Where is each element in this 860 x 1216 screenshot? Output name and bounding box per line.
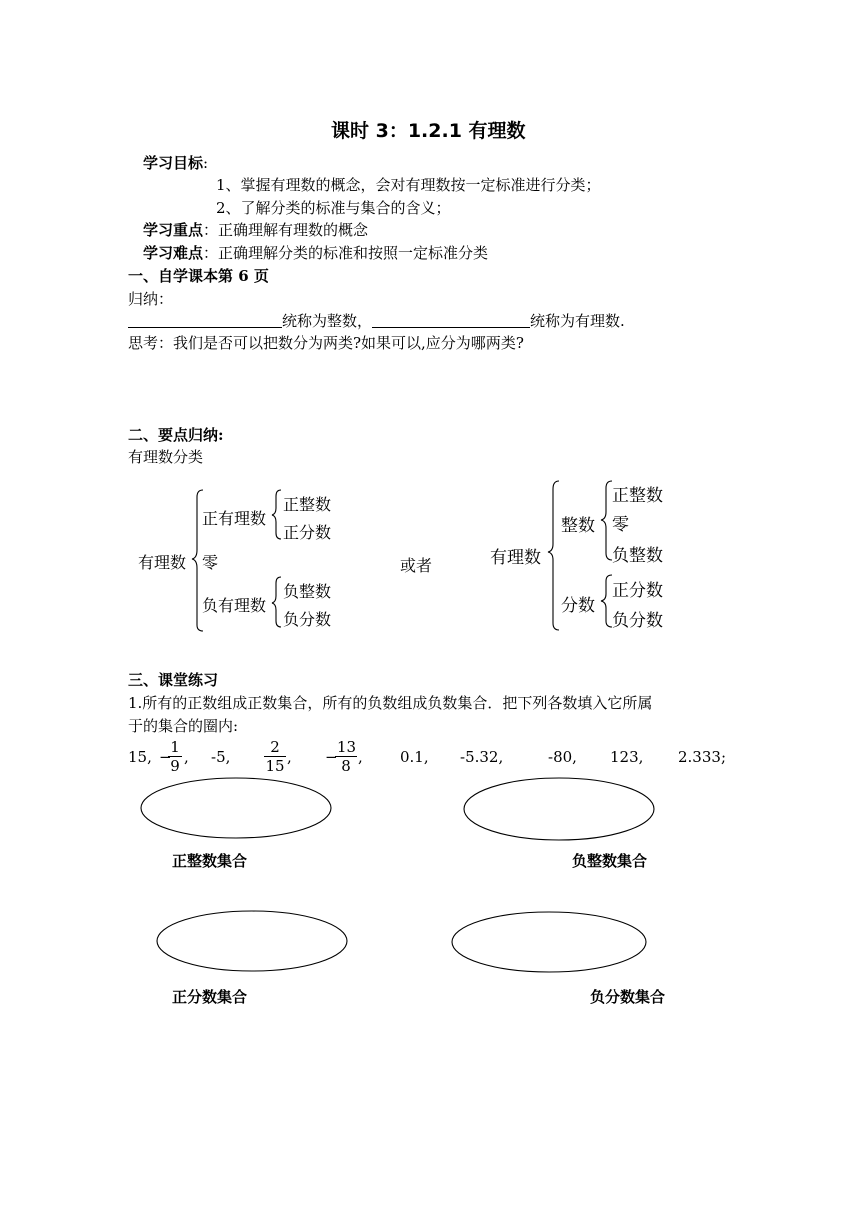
right-tree-fraction: 分数: [561, 596, 595, 616]
focus-label: 学习重点: [143, 221, 204, 239]
objective-item-2: 2、了解分类的标准与集合的含义；: [216, 199, 451, 217]
left-tree-negative-integer: 负整数: [283, 582, 332, 601]
fraction-2-denominator: 15: [265, 757, 285, 775]
negative-fraction-set-circle[interactable]: [452, 912, 646, 972]
negative-integer-set-label: 负整数集合: [572, 852, 648, 870]
positive-integer-set-circle[interactable]: [141, 778, 331, 838]
question-line-2: 于的集合的圈内:: [128, 717, 239, 735]
fraction-1-sign: −: [159, 748, 172, 766]
fraction-3-denominator: 8: [341, 757, 351, 775]
left-tree-positive: 正有理数: [202, 509, 267, 528]
fraction-1-numerator: 1: [168, 738, 182, 757]
difficulty-label: 学习难点: [143, 244, 204, 262]
left-tree-zero: 零: [202, 553, 219, 572]
negative-integer-set-circle[interactable]: [464, 778, 654, 840]
fraction-3-comma: ,: [358, 748, 363, 766]
objective-item-1: 1、掌握有理数的概念，会对有理数按一定标准进行分类；: [216, 176, 601, 194]
positive-fraction-set-circle[interactable]: [157, 911, 347, 971]
right-tree-negative-integer: 负整数: [612, 546, 663, 566]
summary-label: 归纳：: [128, 290, 174, 308]
right-tree-positive-fraction: 正分数: [612, 581, 663, 601]
difficulty-text: ：正确理解分类的标准和按照一定标准分类: [203, 244, 489, 262]
right-tree-zero: 零: [612, 515, 629, 535]
fraction-2-comma: ,: [287, 748, 292, 766]
fill-text-integers: 统称为整数，: [282, 312, 373, 330]
think-question: 思考：我们是否可以把数分为两类?如果可以,应分为哪两类?: [128, 334, 524, 352]
number-15: 15,: [128, 748, 152, 766]
question-line-1: 1.所有的正数组成正数集合，所有的负数组成负数集合．把下列各数填入它所属: [128, 694, 653, 712]
section3-heading: 三、课堂练习: [128, 671, 219, 689]
fraction-3-numerator: 13: [337, 738, 357, 756]
number-neg-80: -80,: [548, 748, 577, 766]
left-tree-positive-integer: 正整数: [283, 495, 332, 514]
negative-fraction-set-label: 负分数集合: [590, 988, 666, 1006]
number-123: 123,: [610, 748, 644, 766]
number-2-333: 2.333;: [678, 748, 726, 766]
right-tree-positive-integer: 正整数: [612, 486, 663, 506]
left-tree-negative: 负有理数: [202, 596, 267, 615]
objectives-colon: :: [203, 154, 209, 172]
right-tree-integer: 整数: [561, 516, 595, 536]
fraction-3-sign: −: [325, 748, 338, 766]
or-text: 或者: [400, 556, 433, 575]
section2-heading: 二、要点归纳:: [128, 426, 224, 444]
right-tree-root: 有理数: [490, 548, 541, 568]
fraction-1-comma: ,: [184, 748, 189, 766]
focus-text: ：正确理解有理数的概念: [203, 221, 369, 239]
number-neg-5-32: -5.32,: [460, 748, 504, 766]
objectives-label: 学习目标: [143, 154, 204, 172]
fraction-2-numerator: 2: [264, 738, 286, 757]
positive-fraction-set-label: 正分数集合: [172, 988, 248, 1006]
fraction-1-denominator: 9: [170, 757, 180, 775]
number-neg-5: -5,: [211, 748, 231, 766]
section2-subheading: 有理数分类: [128, 448, 204, 466]
page-title: 课时 3：1.2.1 有理数: [331, 120, 526, 142]
positive-integer-set-label: 正整数集合: [172, 852, 248, 870]
right-tree-negative-fraction: 负分数: [612, 611, 663, 631]
fill-text-rationals: 统称为有理数.: [530, 312, 625, 330]
left-tree-positive-fraction: 正分数: [283, 523, 332, 542]
section1-heading: 一、自学课本第 6 页: [128, 267, 269, 285]
left-tree-root: 有理数: [138, 553, 187, 572]
left-tree-negative-fraction: 负分数: [283, 610, 332, 629]
number-0-1: 0.1,: [400, 748, 429, 766]
